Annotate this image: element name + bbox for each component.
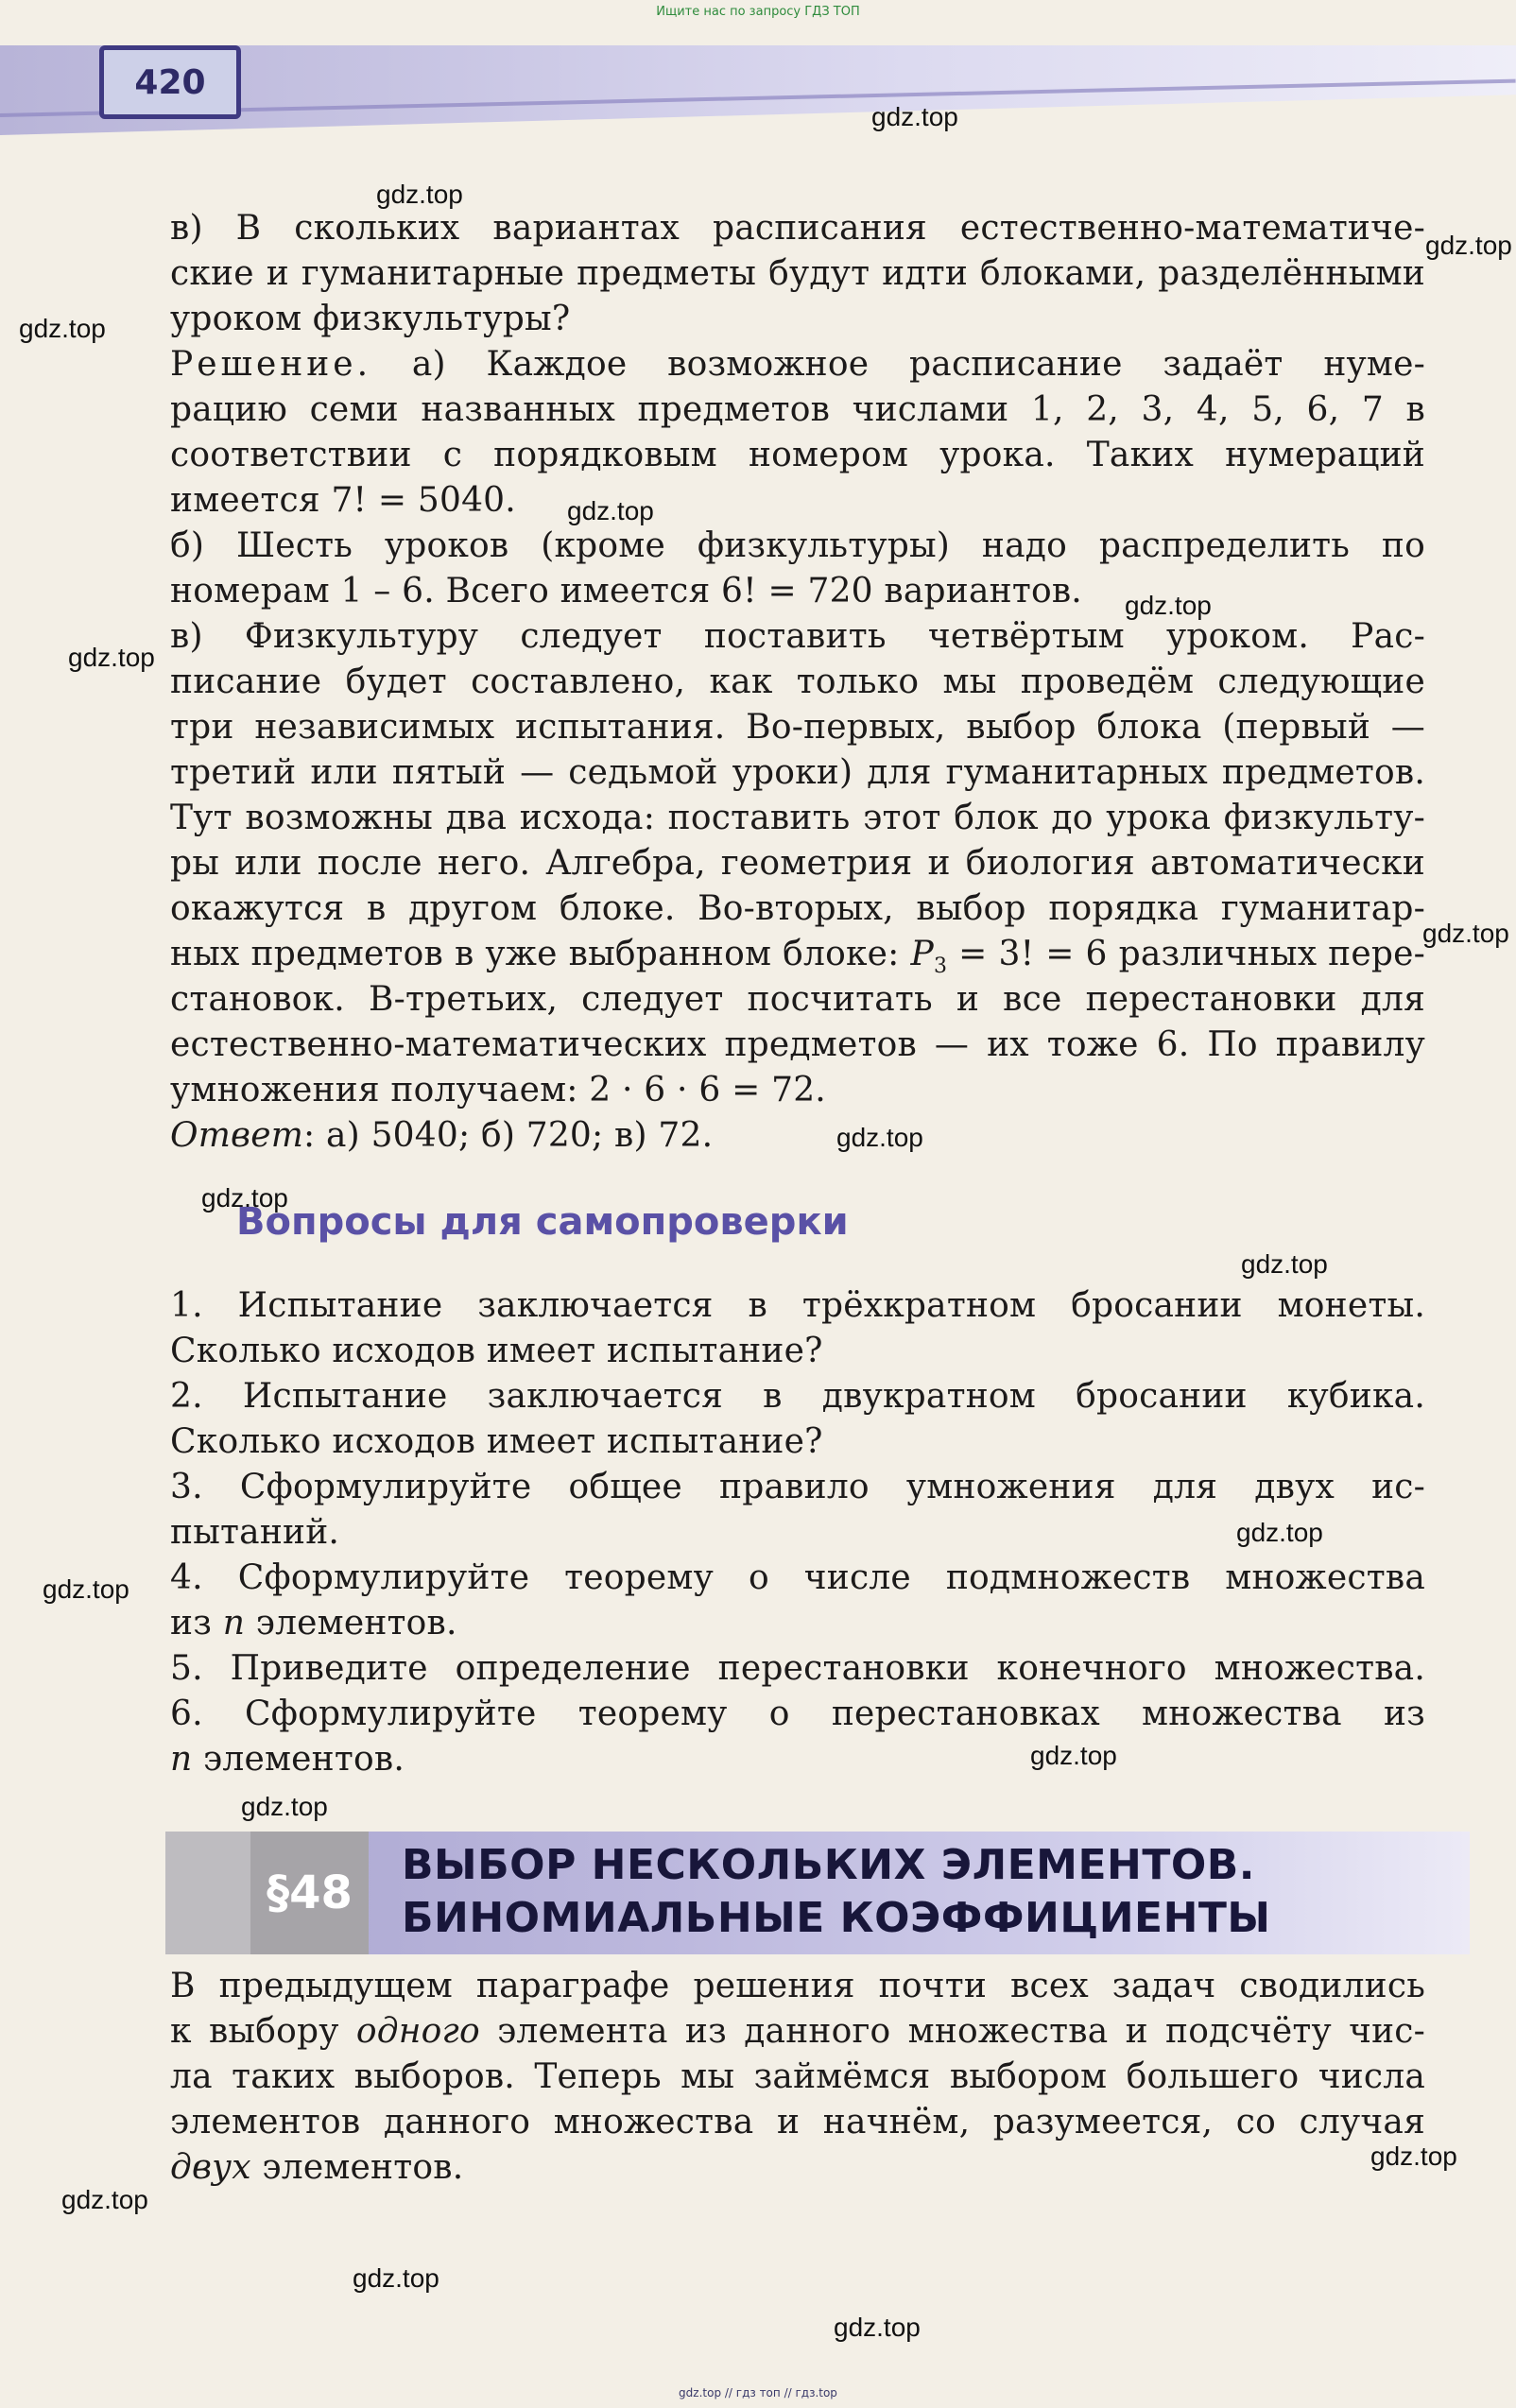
text-line: рацию семи названных предметов числами 1, 2, 3, 4, 5, 6, 7 в [170,390,1425,429]
text-line [170,2009,1425,2055]
text-line: б) Шесть уроков (кроме физкультуры) надо распределить по [170,526,1425,565]
watermark: gdz.top [836,1123,923,1152]
text-fragment: из [170,1604,223,1643]
text-line: ры или после него. Алгебра, геометрия и биология автоматически [170,844,1425,883]
top-note: Ищите нас по запросу ГДЗ ТОП [656,5,860,19]
text-fragment: элемента из данного множества и подсчёту чис- [479,2012,1425,2051]
solution-label: Решение. [170,345,372,384]
watermark: gdz.top [43,1574,129,1604]
bottom-note: gdz.top // гдз топ // гдз.top [679,2386,837,2399]
section-title-line-1: ВЫБОР НЕСКОЛЬКИХ ЭЛЕМЕНТОВ. [402,1841,1256,1889]
text-line: уроком физкультуры? [170,300,571,338]
watermark: gdz.top [1236,1518,1323,1547]
n-symbol: n [222,1604,246,1643]
watermark: gdz.top [1422,919,1509,948]
answer-label: Ответ [170,1116,304,1155]
question-line: 3. Сформулируйте общее правило умножения для двух ис- [170,1468,1425,1506]
solution-a-start: а) Каждое возможное расписание задаёт нуме- [371,345,1425,384]
question-line [170,1737,1425,1782]
text-fragment: элементов. [250,2148,464,2187]
question-line: Сколько исходов имеет испытание? [170,1332,823,1370]
question-line: Сколько исходов имеет испытание? [170,1422,823,1461]
text-line: элементов данного множества и начнём, разумеется, со случая [170,2103,1425,2141]
question-line: 2. Испытание заключается в двукратном бросании кубика. [170,1377,1425,1416]
text-line: Тут возможны два исхода: поставить этот блок до урока физкульту- [170,799,1425,837]
watermark: gdz.top [201,1183,288,1213]
solution-block [170,206,1425,1159]
text-fragment: = 3! = 6 различных пере- [947,935,1425,973]
text-fragment: элементов. [245,1604,457,1643]
question-line: 1. Испытание заключается в трёхкратном бросании монеты. [170,1286,1425,1325]
section-intro [170,1964,1425,2191]
text-fragment: ных предметов в уже выбранном блоке: [170,935,911,973]
watermark: gdz.top [1370,2141,1457,2171]
text-line: в) Физкультуру следует поставить четвёртым уроком. Рас- [170,617,1425,656]
text-fragment: к выбору [170,2012,356,2051]
page-number: 420 [99,45,241,119]
watermark: gdz.top [1241,1249,1328,1279]
text-line: умножения получаем: 2 · 6 · 6 = 72. [170,1071,826,1109]
question-line [170,1601,1425,1646]
watermark: gdz.top [834,2313,921,2342]
section-header-tab [165,1832,250,1954]
watermark: gdz.top [241,1792,328,1821]
answer-text: : а) 5040; б) 720; в) 72. [303,1116,714,1155]
n-symbol: n [170,1740,193,1779]
text-line: окажутся в другом блоке. Во-вторых, выбор порядка гуманитар- [170,889,1425,928]
watermark: gdz.top [353,2263,439,2293]
section-number: §48 [250,1832,369,1954]
answer-line [170,1113,1425,1159]
text-line: имеется 7! = 5040. [170,481,516,520]
emphasis: одного [355,2012,480,2051]
watermark: gdz.top [567,496,654,525]
p3-subscript: 3 [933,955,948,979]
watermark: gdz.top [376,180,463,209]
question-line: 5. Приведите определение перестановки конечного множества. [170,1649,1425,1688]
watermark: gdz.top [61,2185,148,2214]
watermark: gdz.top [68,643,155,672]
watermark: gdz.top [871,102,958,131]
text-line: третий или пятый — седьмой уроки) для гуманитарных предметов. [170,753,1425,792]
emphasis: двух [170,2148,251,2187]
text-line: В предыдущем параграфе решения почти всех задач сводились [170,1967,1425,2005]
watermark: gdz.top [1125,591,1212,620]
watermark: gdz.top [19,314,106,343]
question-line: 6. Сформулируйте теорему о перестановках множества из [170,1694,1425,1733]
text-line: ла таких выборов. Теперь мы займёмся выбором большего числа [170,2057,1425,2096]
permutation-line [170,932,1425,977]
text-line: естественно-математических предметов — их тоже 6. По правилу [170,1025,1425,1064]
watermark: gdz.top [1030,1741,1117,1770]
text-line: в) В скольких вариантах расписания естественно-математиче- [170,209,1425,248]
text-line: писание будет составлено, как только мы проведём следующие [170,662,1425,701]
text-line [170,2145,1425,2191]
watermark: gdz.top [1425,231,1512,260]
p3-symbol: P [910,935,934,973]
section-title [402,1839,1271,1945]
section-title-line-2: БИНОМИАЛЬНЫЕ КОЭФФИЦИЕНТЫ [402,1894,1271,1942]
questions-heading: Вопросы для самопроверки [236,1200,849,1244]
text-line: три независимых испытания. Во-первых, выбор блока (первый — [170,708,1425,747]
text-line: соответствии с порядковым номером урока. Таких нумераций [170,436,1425,474]
text-line: ские и гуманитарные предметы будут идти блоками, разделёнными [170,254,1425,293]
text-fragment: элементов. [192,1740,405,1779]
question-line: пытаний. [170,1513,340,1552]
question-line: 4. Сформулируйте теорему о числе подмножеств множества [170,1558,1425,1597]
text-line: становок. В-третьих, следует посчитать и все перестановки для [170,980,1425,1019]
text-line: номерам 1 – 6. Всего имеется 6! = 720 вариантов. [170,572,1082,611]
solution-start-line [170,342,1425,387]
